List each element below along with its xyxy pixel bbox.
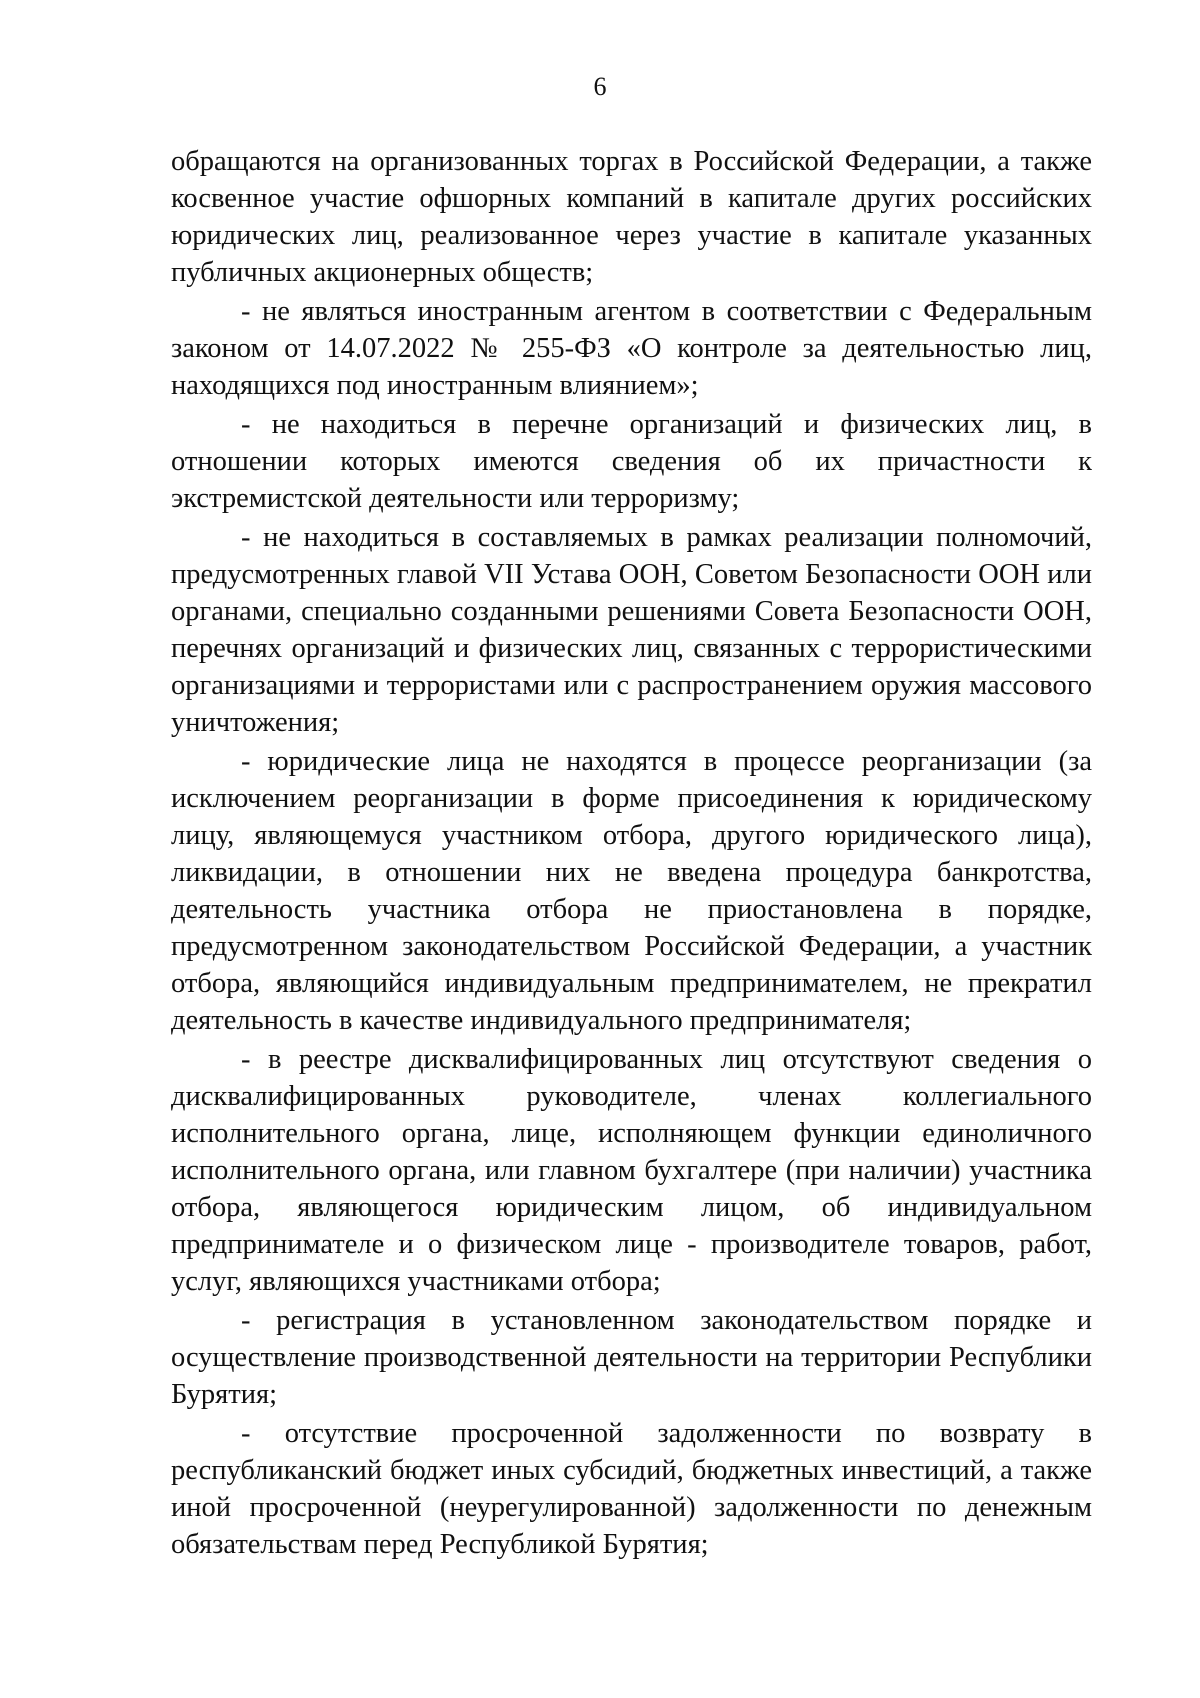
paragraph-reorganization: - юридические лица не находятся в процессе реорганизации (за исключением реорганизации в форме присоединения к юридическому лицу, являющемуся участником отбора, другого юридического лица), ликвидации, в отношении них не введена процедура банкротства, деятельность участника отбора не приостановлена в порядке, предусмотренном законодательством Российской Федерации, а участник отбора, являющийся индивидуальным предпринимателем, не прекратил деятельность в качестве индивидуального предпринимателя; [171,746,1092,1036]
paragraph-disqualified-persons: - в реестре дисквалифицированных лиц отсутствуют сведения о дисквалифицированных руководителе, членах коллегиального исполнительного органа, лице, исполняющем функции единоличного исполнительного органа, или главном бухгалтере (при наличии) участника отбора, являющегося юридическим лицом, об индивидуальном предпринимателе и о физическом лице - производителе товаров, работ, услуг, являющихся участниками отбора; [171,1044,1092,1297]
paragraph-foreign-agent: - не являться иностранным агентом в соответствии с Федеральным законом от 14.07.2022 № 255-ФЗ «О контроле за деятельностью лиц, находящихся под иностранным влиянием»; [171,296,1092,401]
paragraph-extremism-list: - не находиться в перечне организаций и физических лиц, в отношении которых имеются сведения об их причастности к экстремистской деятельности или терроризму; [171,409,1092,514]
paragraph-overdue-debt: - отсутствие просроченной задолженности по возврату в республиканский бюджет иных субсидий, бюджетных инвестиций, а также иной просроченной (неурегулированной) задолженности по денежным обязательствам перед Республикой Бурятия; [171,1418,1092,1560]
paragraph-registration: - регистрация в установленном законодательством порядке и осуществление производственной деятельности на территории Республики Бурятия; [171,1305,1092,1410]
document-body [171,143,1092,1565]
paragraph-un-sanctions-list: - не находиться в составляемых в рамках реализации полномочий, предусмотренных главой VII Устава ООН, Советом Безопасности ООН или органами, специально созданными решениями Совета Безопасности ООН, перечнях организаций и физических лиц, связанных с террористическими организациями и террористами или с распространением оружия массового уничтожения; [171,522,1092,738]
paragraph-continuation: обращаются на организованных торгах в Российской Федерации, а также косвенное участие офшорных компаний в капитале других российских юридических лиц, реализованное через участие в капитале указанных публичных акционерных обществ; [171,146,1092,288]
page-number: 6 [593,72,607,101]
